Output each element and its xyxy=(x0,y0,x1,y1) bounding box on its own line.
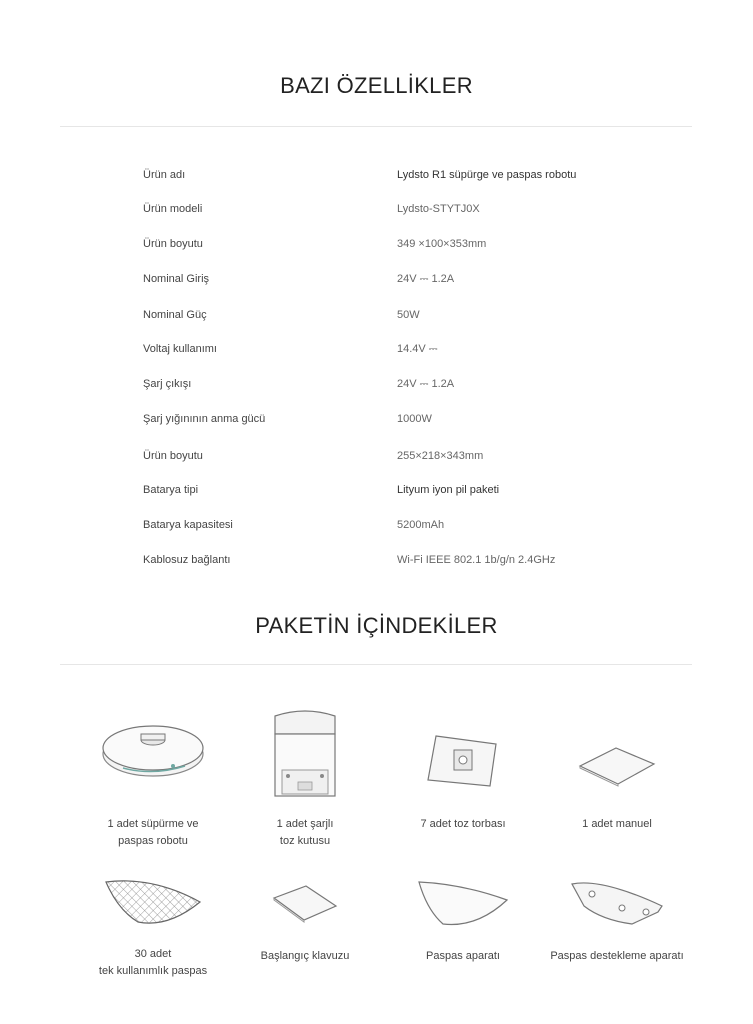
package-item-robot xyxy=(78,708,228,847)
spec-row xyxy=(0,203,753,223)
spec-row xyxy=(0,413,753,433)
spec-row xyxy=(0,554,753,574)
spec-label: Şarj yığınının anma gücü xyxy=(143,413,266,425)
package-item-mop-bracket xyxy=(542,872,692,962)
spec-value: 349 ×100×353mm xyxy=(397,238,487,250)
package-item-dust-bag xyxy=(388,730,538,830)
spec-row xyxy=(0,273,753,293)
spec-label: Şarj çıkışı xyxy=(143,378,192,390)
spec-value: 255×218×343mm xyxy=(397,450,484,462)
package-item-label: 1 adet süpürme ve paspas robotu xyxy=(107,818,199,847)
package-item-label: 1 adet manuel xyxy=(582,818,652,830)
spec-row xyxy=(0,378,753,398)
spec-row xyxy=(0,238,753,258)
package-item-mop-pad xyxy=(388,876,538,962)
spec-label: Nominal Güç xyxy=(143,309,207,321)
features-title: BAZI ÖZELLİKLER xyxy=(280,73,473,98)
package-item-label: Paspas destekleme aparatı xyxy=(550,950,684,962)
package-divider xyxy=(60,664,692,665)
package-item-dust-station xyxy=(230,706,380,847)
spec-label: Ürün boyutu xyxy=(143,238,203,250)
spec-label: Batarya tipi xyxy=(143,484,199,496)
spec-row xyxy=(0,519,753,539)
spec-value: Lydsto-STYTJ0X xyxy=(397,203,480,215)
spec-label: Batarya kapasitesi xyxy=(143,519,233,531)
spec-value: Wi-Fi IEEE 802.1 1b/g/n 2.4GHz xyxy=(397,554,556,566)
spec-value: 14.4V ⎓ xyxy=(397,343,438,355)
disposable-mop-icon xyxy=(98,872,208,932)
spec-row xyxy=(0,450,753,470)
spec-value: 5200mAh xyxy=(397,519,445,531)
package-title: PAKETİN İÇİNDEKİLER xyxy=(255,613,498,638)
spec-value: Lityum iyon pil paketi xyxy=(397,484,500,496)
package-item-quick-guide xyxy=(230,880,380,962)
mop-bracket-icon xyxy=(562,872,672,932)
features-divider xyxy=(60,126,692,127)
package-item-disposable-mop xyxy=(78,872,228,977)
spec-row xyxy=(0,343,753,363)
package-item-label: Başlangıç klavuzu xyxy=(260,950,350,962)
spec-label: Nominal Giriş xyxy=(143,273,210,285)
spec-row xyxy=(0,309,753,329)
package-item-manual xyxy=(542,740,692,830)
dust-bag-icon xyxy=(418,730,508,790)
package-item-label: 1 adet şarjlı toz kutusu xyxy=(276,818,334,847)
spec-value: 24V ⎓ 1.2A xyxy=(397,273,455,285)
spec-row xyxy=(0,169,753,189)
package-item-label: 30 adet tek kullanımlık paspas xyxy=(98,948,208,977)
spec-label: Ürün adı xyxy=(143,169,186,181)
spec-label: Ürün modeli xyxy=(143,203,203,215)
spec-label: Ürün boyutu xyxy=(143,450,203,462)
spec-value: 24V ⎓ 1.2A xyxy=(397,378,455,390)
spec-row xyxy=(0,484,753,504)
spec-label: Voltaj kullanımı xyxy=(143,343,217,355)
spec-value: 1000W xyxy=(397,413,432,425)
spec-value: Lydsto R1 süpürge ve paspas robotu xyxy=(397,169,577,181)
spec-label: Kablosuz bağlantı xyxy=(143,554,231,566)
manual-icon xyxy=(572,740,662,790)
mop-pad-icon xyxy=(413,876,513,932)
quick-guide-icon xyxy=(260,880,350,930)
spec-value: 50W xyxy=(397,309,420,321)
robot-vacuum-icon xyxy=(93,708,213,788)
package-item-label: Paspas aparatı xyxy=(426,950,500,962)
package-item-label: 7 adet toz torbası xyxy=(420,818,506,830)
dust-station-icon xyxy=(260,706,350,802)
